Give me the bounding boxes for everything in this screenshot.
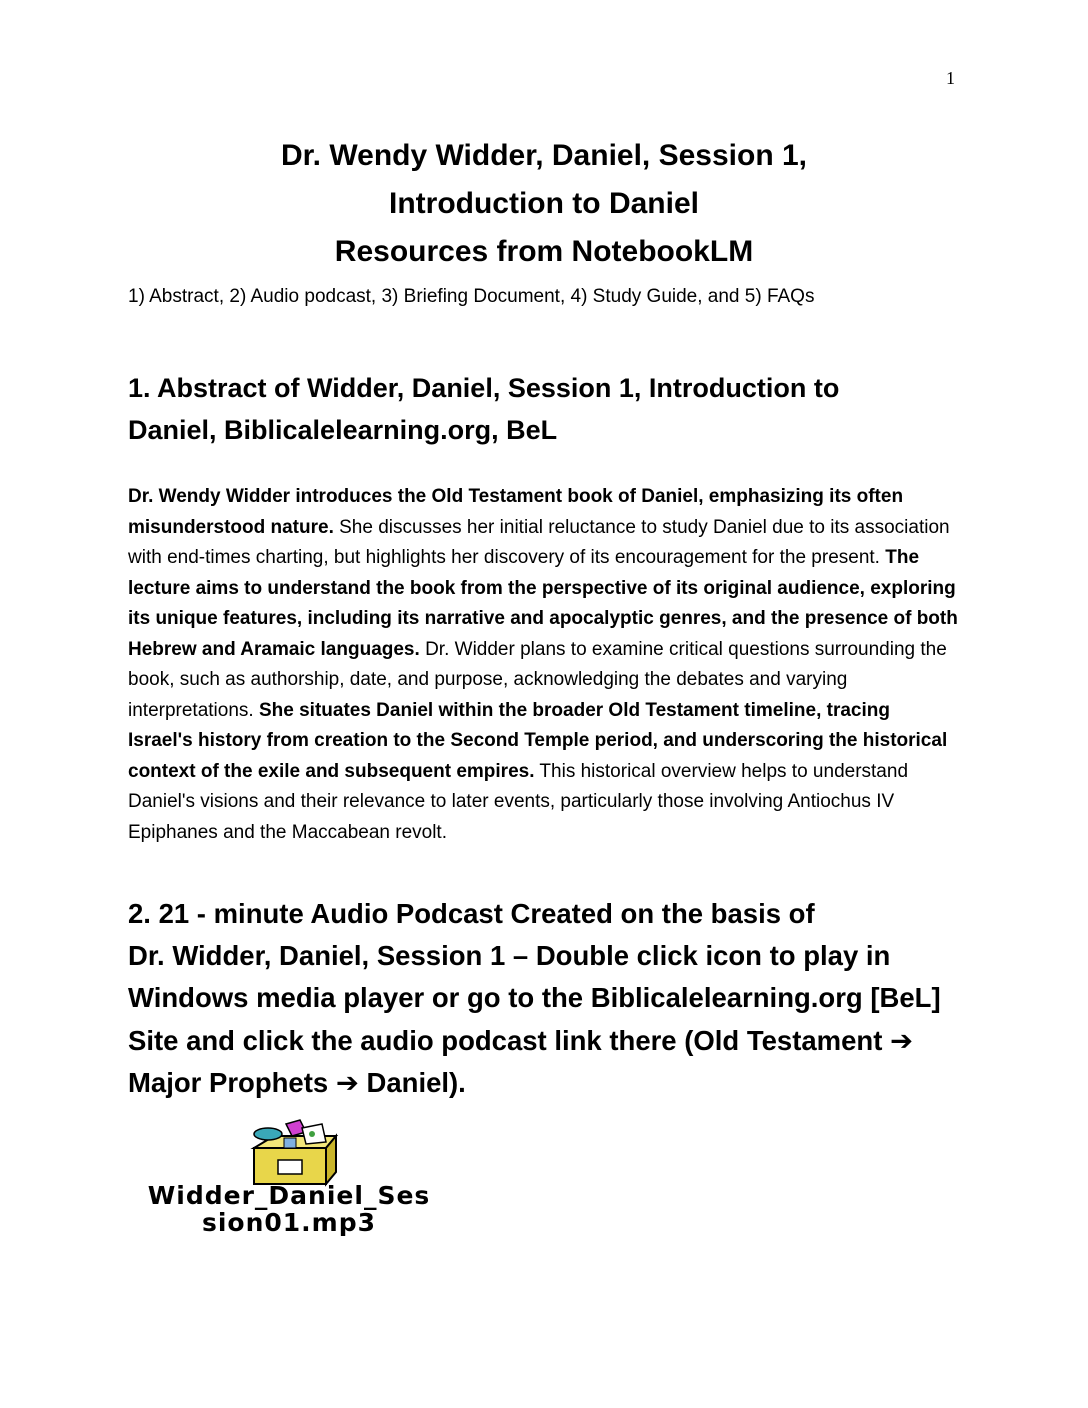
podcast-heading-line-4-text: Site and click the audio podcast link there (Old Testament — [128, 1024, 891, 1056]
attachment-label-line-1: Widder_Daniel_Ses — [147, 1181, 431, 1210]
abstract-bold-3: The lecture aims to understand the book from the perspective of its original audience, exploring its unique features, including its narrative and apocalyptic genres, and the presence of both Hebrew and Aramaic languages. — [128, 547, 958, 660]
podcast-heading-line-5 — [128, 1062, 978, 1104]
abstract-bold-1: Dr. Wendy Widder introduces the Old Testament book of Daniel, emphasizing its often misunderstood nature. — [128, 486, 904, 538]
abstract-heading-line-2: Daniel, Biblicalelearning.org, BeL — [128, 415, 558, 445]
arrow-right-icon: ➔ — [890, 1024, 914, 1057]
podcast-heading-line-1: 2. 21 - minute Audio Podcast Created on the basis of — [128, 898, 815, 929]
podcast-heading-line-4 — [128, 1020, 978, 1062]
attachment-filename[interactable] — [124, 1182, 454, 1236]
title-line-3: Resources from NotebookLM — [334, 235, 754, 268]
podcast-heading-line-5-end: Daniel). — [358, 1066, 466, 1098]
page-number: 1 — [946, 68, 955, 88]
abstract-heading-line-1: 1. Abstract of Widder, Daniel, Session 1, Introduction to — [128, 373, 840, 403]
podcast-heading-line-2: Dr. Widder, Daniel, Session 1 – Double click icon to play in — [128, 940, 891, 972]
podcast-heading-line-5-text: Major Prophets — [128, 1066, 336, 1098]
title-line-2: Introduction to Daniel — [389, 187, 699, 220]
abstract-text-4: Dr. Widder plans to examine critical questions surrounding the book, such as authorship, date, and purpose, acknowledging the debates and varying interpretations. — [128, 638, 947, 721]
title-line-1: Dr. Wendy Widder, Daniel, Session 1, — [281, 139, 807, 172]
document-title — [0, 132, 1088, 276]
abstract-bold-5: She situates Daniel within the broader Old Testament timeline, tracing Israel's history from creation to the Second Temple period, and underscoring the historical context of the exile and subsequent empires. — [128, 699, 948, 782]
arrow-right-icon: ➔ — [335, 1066, 359, 1099]
abstract-heading — [128, 367, 968, 451]
abstract-text-6: This historical overview helps to understand Daniel's visions and their relevance to later events, particularly those involving Antiochus IV Epiphanes and the Maccabean revolt. — [128, 760, 909, 843]
package-icon[interactable] — [240, 1118, 340, 1188]
podcast-heading — [128, 893, 978, 1104]
abstract-text-2: She discusses her initial reluctance to study Daniel due to its association with end-times charting, but highlights her discovery of its encouragement for the present. — [128, 516, 950, 568]
resources-list: 1) Abstract, 2) Audio podcast, 3) Briefing Document, 4) Study Guide, and 5) FAQs — [128, 286, 815, 307]
attachment-label-line-2: sion01.mp3 — [201, 1208, 377, 1237]
podcast-heading-line-3: Windows media player or go to the Biblicalelearning.org [BeL] — [128, 982, 941, 1014]
abstract-paragraph — [128, 482, 958, 848]
